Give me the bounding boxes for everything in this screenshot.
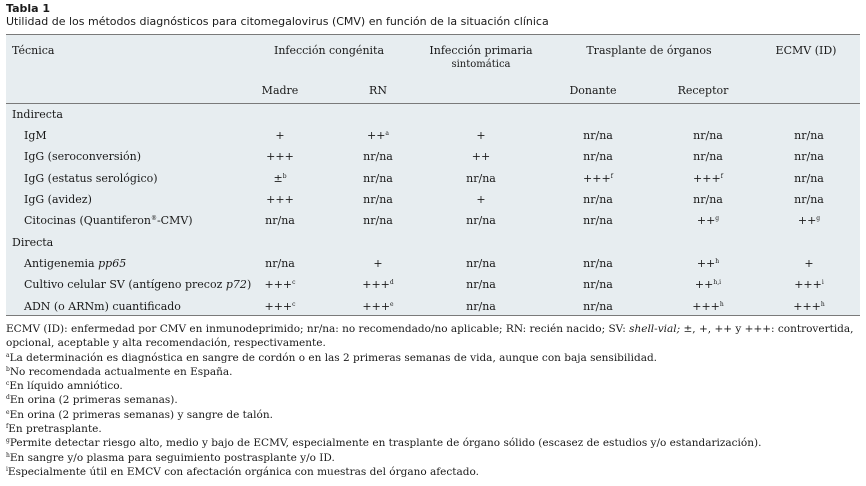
footnote-i: $^i$Especialmente útil en EMCV con afectación orgánica con muestras del órgano afectado. <box>6 465 479 478</box>
cell-ecmv: nr/na <box>794 172 824 185</box>
table-caption-label: Tabla 1 <box>6 2 51 15</box>
cell-donante: nr/na <box>583 257 613 270</box>
footnote-e: $^e$En orina (2 primeras semanas) y sangre de talón. <box>6 408 273 421</box>
header-congenita: Infección congénita <box>273 44 385 57</box>
cell-ecmv: nr/na <box>794 129 824 142</box>
cell-madre: +++$^c$ <box>264 300 296 313</box>
footnote-d: $^d$En orina (2 primeras semanas). <box>6 394 178 407</box>
cell-madre: +++ <box>266 193 294 206</box>
cell-ecmv: +++$^i$ <box>794 278 824 291</box>
cell-ecmv: ++$^g$ <box>797 214 821 227</box>
row-tecnica: Antigenemia pp65 <box>24 257 127 270</box>
cell-donante: nr/na <box>583 193 613 206</box>
cell-rn: + <box>373 257 383 270</box>
table-bottom-rule <box>6 315 860 316</box>
cell-madre: + <box>275 129 285 142</box>
cell-receptor: +++$^f$ <box>693 172 723 185</box>
cell-donante: nr/na <box>583 300 613 313</box>
table-top-rule <box>6 34 860 35</box>
section-directa: Directa <box>12 236 54 249</box>
cell-ecmv: nr/na <box>794 193 824 206</box>
table-footnotes <box>6 322 862 479</box>
footnote-g: $^g$Permite detectar riesgo alto, medio y bajo de ECMV, especialmente en trasplante de órgano sólido (escasez de estudios y/o estandarización). <box>6 437 762 450</box>
cell-receptor: nr/na <box>693 193 723 206</box>
cell-donante: +++$^f$ <box>583 172 613 185</box>
cell-primaria: nr/na <box>466 172 496 185</box>
cell-ecmv: nr/na <box>794 150 824 163</box>
row-tecnica: IgM <box>24 129 47 142</box>
cell-receptor: ++$^h$ <box>696 257 720 270</box>
footnote-f: $^f$En pretrasplante. <box>6 423 102 436</box>
footnote-h: $^h$En sangre y/o plasma para seguimiento postrasplante y/o ID. <box>6 451 335 464</box>
cell-ecmv: +++$^h$ <box>793 300 825 313</box>
header-tecnica: Técnica <box>12 44 55 57</box>
cell-receptor: nr/na <box>693 129 723 142</box>
header-trasplante: Trasplante de órganos <box>586 44 712 57</box>
row-tecnica: IgG (seroconversión) <box>24 150 142 163</box>
header-rule <box>6 103 860 104</box>
header-donante: Donante <box>569 84 617 97</box>
cell-rn: nr/na <box>363 214 393 227</box>
header-madre: Madre <box>261 84 299 97</box>
header-receptor: Receptor <box>677 84 729 97</box>
cell-primaria: + <box>476 129 486 142</box>
cell-donante: nr/na <box>583 278 613 291</box>
cell-donante: nr/na <box>583 150 613 163</box>
row-tecnica: IgG (avidez) <box>24 193 92 206</box>
row-tecnica: ADN (o ARNm) cuantificado <box>24 300 181 313</box>
header-primaria: Infección primaria <box>429 44 533 57</box>
cell-madre: +++ <box>266 150 294 163</box>
row-tecnica: Cultivo celular SV (antígeno precoz p72) <box>24 278 252 291</box>
section-indirecta: Indirecta <box>12 108 63 121</box>
cell-receptor: nr/na <box>693 150 723 163</box>
cell-receptor: ++$^{h,i}$ <box>694 278 722 291</box>
row-tecnica: IgG (estatus serológico) <box>24 172 158 185</box>
cell-primaria: nr/na <box>466 214 496 227</box>
table-caption-title: Utilidad de los métodos diagnósticos para citomegalovirus (CMV) en función de la situación clínica <box>6 15 549 28</box>
cell-donante: nr/na <box>583 214 613 227</box>
footnote-a: $^a$La determinación es diagnóstica en sangre de cordón o en las 2 primeras semanas de vida, aunque con baja sensibilidad. <box>6 351 658 364</box>
cell-madre: ±$^b$ <box>273 172 287 185</box>
header-primaria-sub: sintomática <box>451 59 511 70</box>
cell-rn: nr/na <box>363 150 393 163</box>
cell-primaria: + <box>476 193 486 206</box>
footnote-b: $^b$No recomendada actualmente en España. <box>6 365 233 378</box>
row-tecnica: Citocinas (Quantiferon®-CMV) <box>24 214 193 227</box>
cell-receptor: +++$^h$ <box>692 300 724 313</box>
cell-madre: +++$^c$ <box>264 278 296 291</box>
data-table <box>6 34 860 316</box>
header-rn: RN <box>369 84 387 97</box>
cell-primaria: nr/na <box>466 278 496 291</box>
cell-rn: +++$^d$ <box>362 278 394 291</box>
header-ecmv: ECMV (ID) <box>775 44 837 57</box>
cell-madre: nr/na <box>265 257 295 270</box>
cell-madre: nr/na <box>265 214 295 227</box>
cell-rn: ++$^a$ <box>366 129 390 142</box>
cell-primaria: nr/na <box>466 257 496 270</box>
footnote-c: $^c$En líquido amniótico. <box>6 380 123 393</box>
cell-rn: nr/na <box>363 172 393 185</box>
cell-rn: +++$^e$ <box>362 300 394 313</box>
cell-receptor: ++$^g$ <box>696 214 720 227</box>
cell-rn: nr/na <box>363 193 393 206</box>
cell-primaria: nr/na <box>466 300 496 313</box>
cell-primaria: ++ <box>471 150 491 163</box>
cell-donante: nr/na <box>583 129 613 142</box>
cell-ecmv: + <box>804 257 814 270</box>
footnote-legend: ECMV (ID): enfermedad por CMV en inmunodeprimido; nr/na: no recomendado/no aplicable; RN: recién nacido; SV: shell-vial; ±, +, ++ y +++: controvertida, opcional, aceptable y alta recomendación, respectivamente. <box>6 323 854 350</box>
